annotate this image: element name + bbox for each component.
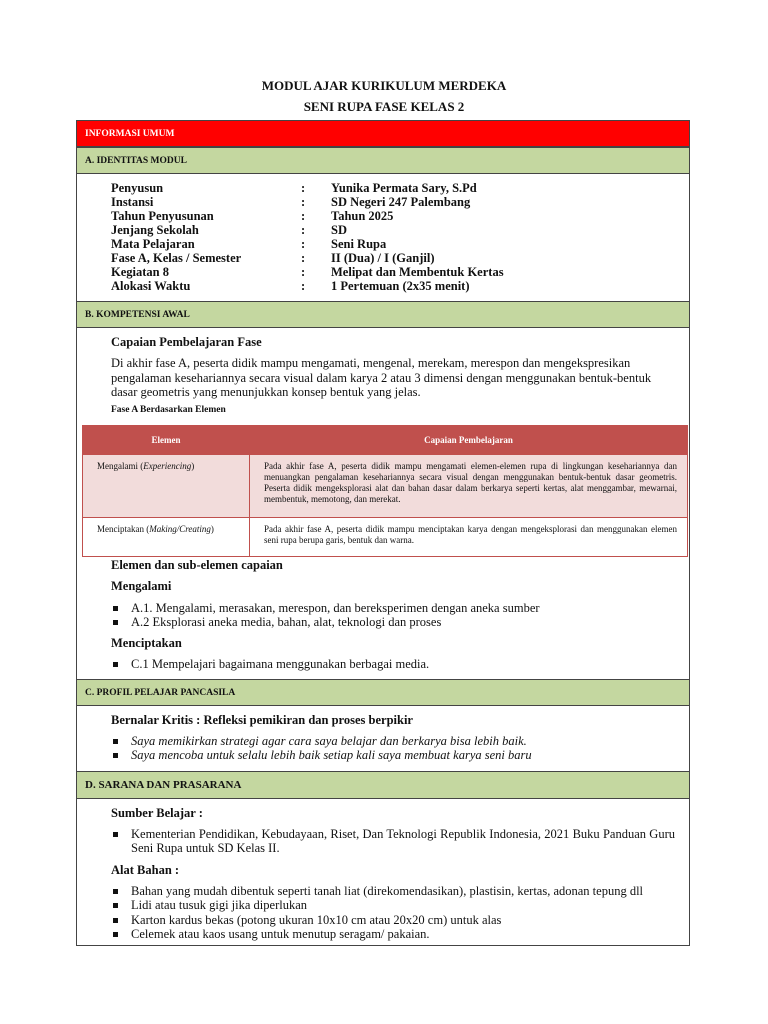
cp-heading: Capaian Pembelajaran Fase — [111, 335, 262, 349]
menciptakan-heading: Menciptakan — [111, 636, 182, 650]
section-identitas-modul: A. IDENTITAS MODUL — [77, 147, 689, 174]
identitas-value: SD Negeri 247 Palembang — [331, 195, 471, 209]
alat-heading: Alat Bahan : — [111, 863, 180, 877]
identitas-colon: : — [301, 265, 306, 279]
identitas-key: Mata Pelajaran — [111, 237, 195, 251]
capaian-table — [82, 425, 688, 557]
list-item — [111, 913, 675, 927]
elemen-english: Experiencing — [143, 461, 192, 471]
list-item — [111, 898, 675, 912]
capaian-cell: Pada akhir fase A, peserta didik mampu mengamati elemen-elemen rupa di lingkungan kesehariannya dan menuangkan pengalaman kesehariannya secara visual dengan menggunakan bentuk-bentuk dasar geometris. Peserta didik mengeksplorasi alat dan bahan dasar dalam berkarya seperti kertas, alat menggambar, mewarnai, membentuk, memotong, dan merekat. — [250, 455, 688, 518]
bullet-icon — [113, 620, 118, 625]
list-item-text: Celemek atau kaos usang untuk menutup seragam/ pakaian. — [131, 926, 430, 941]
identitas-key: Tahun Penyusunan — [111, 209, 214, 223]
sumber-list — [111, 827, 675, 856]
elemen-close: ) — [210, 524, 214, 534]
identitas-colon: : — [301, 209, 306, 223]
bullet-icon — [113, 932, 118, 937]
sub-elemen-heading: Elemen dan sub-elemen capaian — [111, 558, 283, 572]
list-item — [111, 927, 675, 941]
sumber-heading: Sumber Belajar : — [111, 806, 203, 820]
fase-label: Fase A Berdasarkan Elemen — [111, 405, 226, 415]
elemen-name: Mengalami ( — [97, 461, 144, 471]
alat-list — [111, 884, 675, 941]
identitas-key: Fase A, Kelas / Semester — [111, 251, 242, 265]
list-item — [111, 601, 675, 615]
identitas-value: II (Dua) / I (Ganjil) — [331, 251, 435, 265]
section-profil-pelajar: C. PROFIL PELAJAR PANCASILA — [77, 679, 689, 706]
cp-text: Di akhir fase A, peserta didik mampu mengamati, mengenal, merekam, merespon dan mengekspresikan pengalaman kesehariannya secara visual dalam karya 2 atau 3 dimensi dengan menggunakan bentuk-bentuk dasar geometris yang menunjukkan konsep bentuk yang jelas. — [111, 356, 652, 399]
identitas-colon: : — [301, 251, 306, 265]
mengalami-heading: Mengalami — [111, 579, 172, 593]
bullet-icon — [113, 662, 118, 667]
elemen-close: ) — [191, 461, 195, 471]
elemen-cell — [83, 518, 250, 557]
table-row — [83, 518, 688, 557]
identitas-colon: : — [301, 181, 306, 195]
bullet-icon — [113, 889, 118, 894]
list-item-text: A.2 Eksplorasi aneka media, bahan, alat, teknologi dan proses — [131, 615, 442, 630]
bullet-icon — [113, 739, 118, 744]
list-item-text: C.1 Mempelajari bagaimana menggunakan berbagai media. — [131, 657, 430, 671]
identitas-key: Alokasi Waktu — [111, 279, 191, 293]
profil-list — [111, 734, 675, 763]
list-item-text: Lidi atau tusuk gigi jika diperlukan — [131, 898, 308, 913]
table-header-capaian: Capaian Pembelajaran — [250, 426, 688, 455]
section-informasi-umum: INFORMASI UMUM — [77, 121, 689, 147]
section-kompetensi-awal: B. KOMPETENSI AWAL — [77, 301, 689, 328]
list-item — [111, 827, 675, 856]
list-item — [111, 657, 675, 671]
identitas-colon: : — [301, 279, 306, 293]
identitas-key: Jenjang Sekolah — [111, 223, 199, 237]
list-item — [111, 615, 675, 629]
identitas-value: SD — [331, 223, 347, 237]
identitas-key: Kegiatan 8 — [111, 265, 169, 279]
list-item-text: Karton kardus bekas (potong ukuran 10x10 cm atau 20x20 cm) untuk alas — [131, 912, 502, 927]
identitas-value: Melipat dan Membentuk Kertas — [331, 265, 504, 279]
identitas-colon: : — [301, 237, 306, 251]
list-item-text: Kementerian Pendidikan, Kebudayaan, Riset, Dan Teknologi Republik Indonesia, 2021 Buku Panduan Guru Seni Rupa untuk SD Kelas II. — [131, 827, 675, 856]
identitas-key: Penyusun — [111, 181, 164, 195]
bullet-icon — [113, 606, 118, 611]
identitas-value: 1 Pertemuan (2x35 menit) — [331, 279, 470, 293]
module-table — [76, 120, 690, 946]
document-title: MODUL AJAR KURIKULUM MERDEKA — [261, 78, 507, 93]
elemen-cell — [83, 455, 250, 518]
document-subtitle: SENI RUPA FASE KELAS 2 — [303, 99, 465, 114]
bullet-icon — [113, 832, 118, 837]
profil-heading: Bernalar Kritis : Refleksi pemikiran dan proses berpikir — [111, 713, 413, 727]
list-item-text: Saya mencoba untuk selalu lebih baik setiap kali saya membuat karya seni baru — [131, 748, 532, 763]
identitas-colon: : — [301, 195, 306, 209]
bullet-icon — [113, 753, 118, 758]
elemen-english: Making/Creating — [149, 524, 211, 534]
menciptakan-list — [111, 657, 675, 671]
identitas-value: Yunika Permata Sary, S.Pd — [331, 181, 477, 195]
list-item-text: Saya memikirkan strategi agar cara saya belajar dan berkarya bisa lebih baik. — [131, 734, 527, 748]
capaian-cell: Pada akhir fase A, peserta didik mampu menciptakan karya dengan mengeksplorasi dan menggunakan elemen seni rupa berupa garis, bentuk dan warna. — [250, 518, 688, 557]
list-item — [111, 748, 675, 762]
bullet-icon — [113, 903, 118, 908]
list-item-text: A.1. Mengalami, merasakan, merespon, dan bereksperimen dengan aneka sumber — [131, 601, 540, 615]
identitas-value: Tahun 2025 — [331, 209, 394, 223]
identitas-value: Seni Rupa — [331, 237, 387, 251]
list-item — [111, 884, 675, 898]
list-item — [111, 734, 675, 748]
table-header-elemen: Elemen — [83, 426, 250, 455]
mengalami-list — [111, 601, 675, 630]
list-item-text: Bahan yang mudah dibentuk seperti tanah liat (direkomendasikan), plastisin, kertas, adonan tepung dll — [131, 884, 644, 898]
elemen-name: Menciptakan ( — [97, 524, 150, 534]
identitas-colon: : — [301, 223, 306, 237]
identitas-key: Instansi — [111, 195, 154, 209]
table-row — [83, 455, 688, 518]
bullet-icon — [113, 918, 118, 923]
section-sarana-prasarana: D. SARANA DAN PRASARANA — [77, 771, 689, 799]
